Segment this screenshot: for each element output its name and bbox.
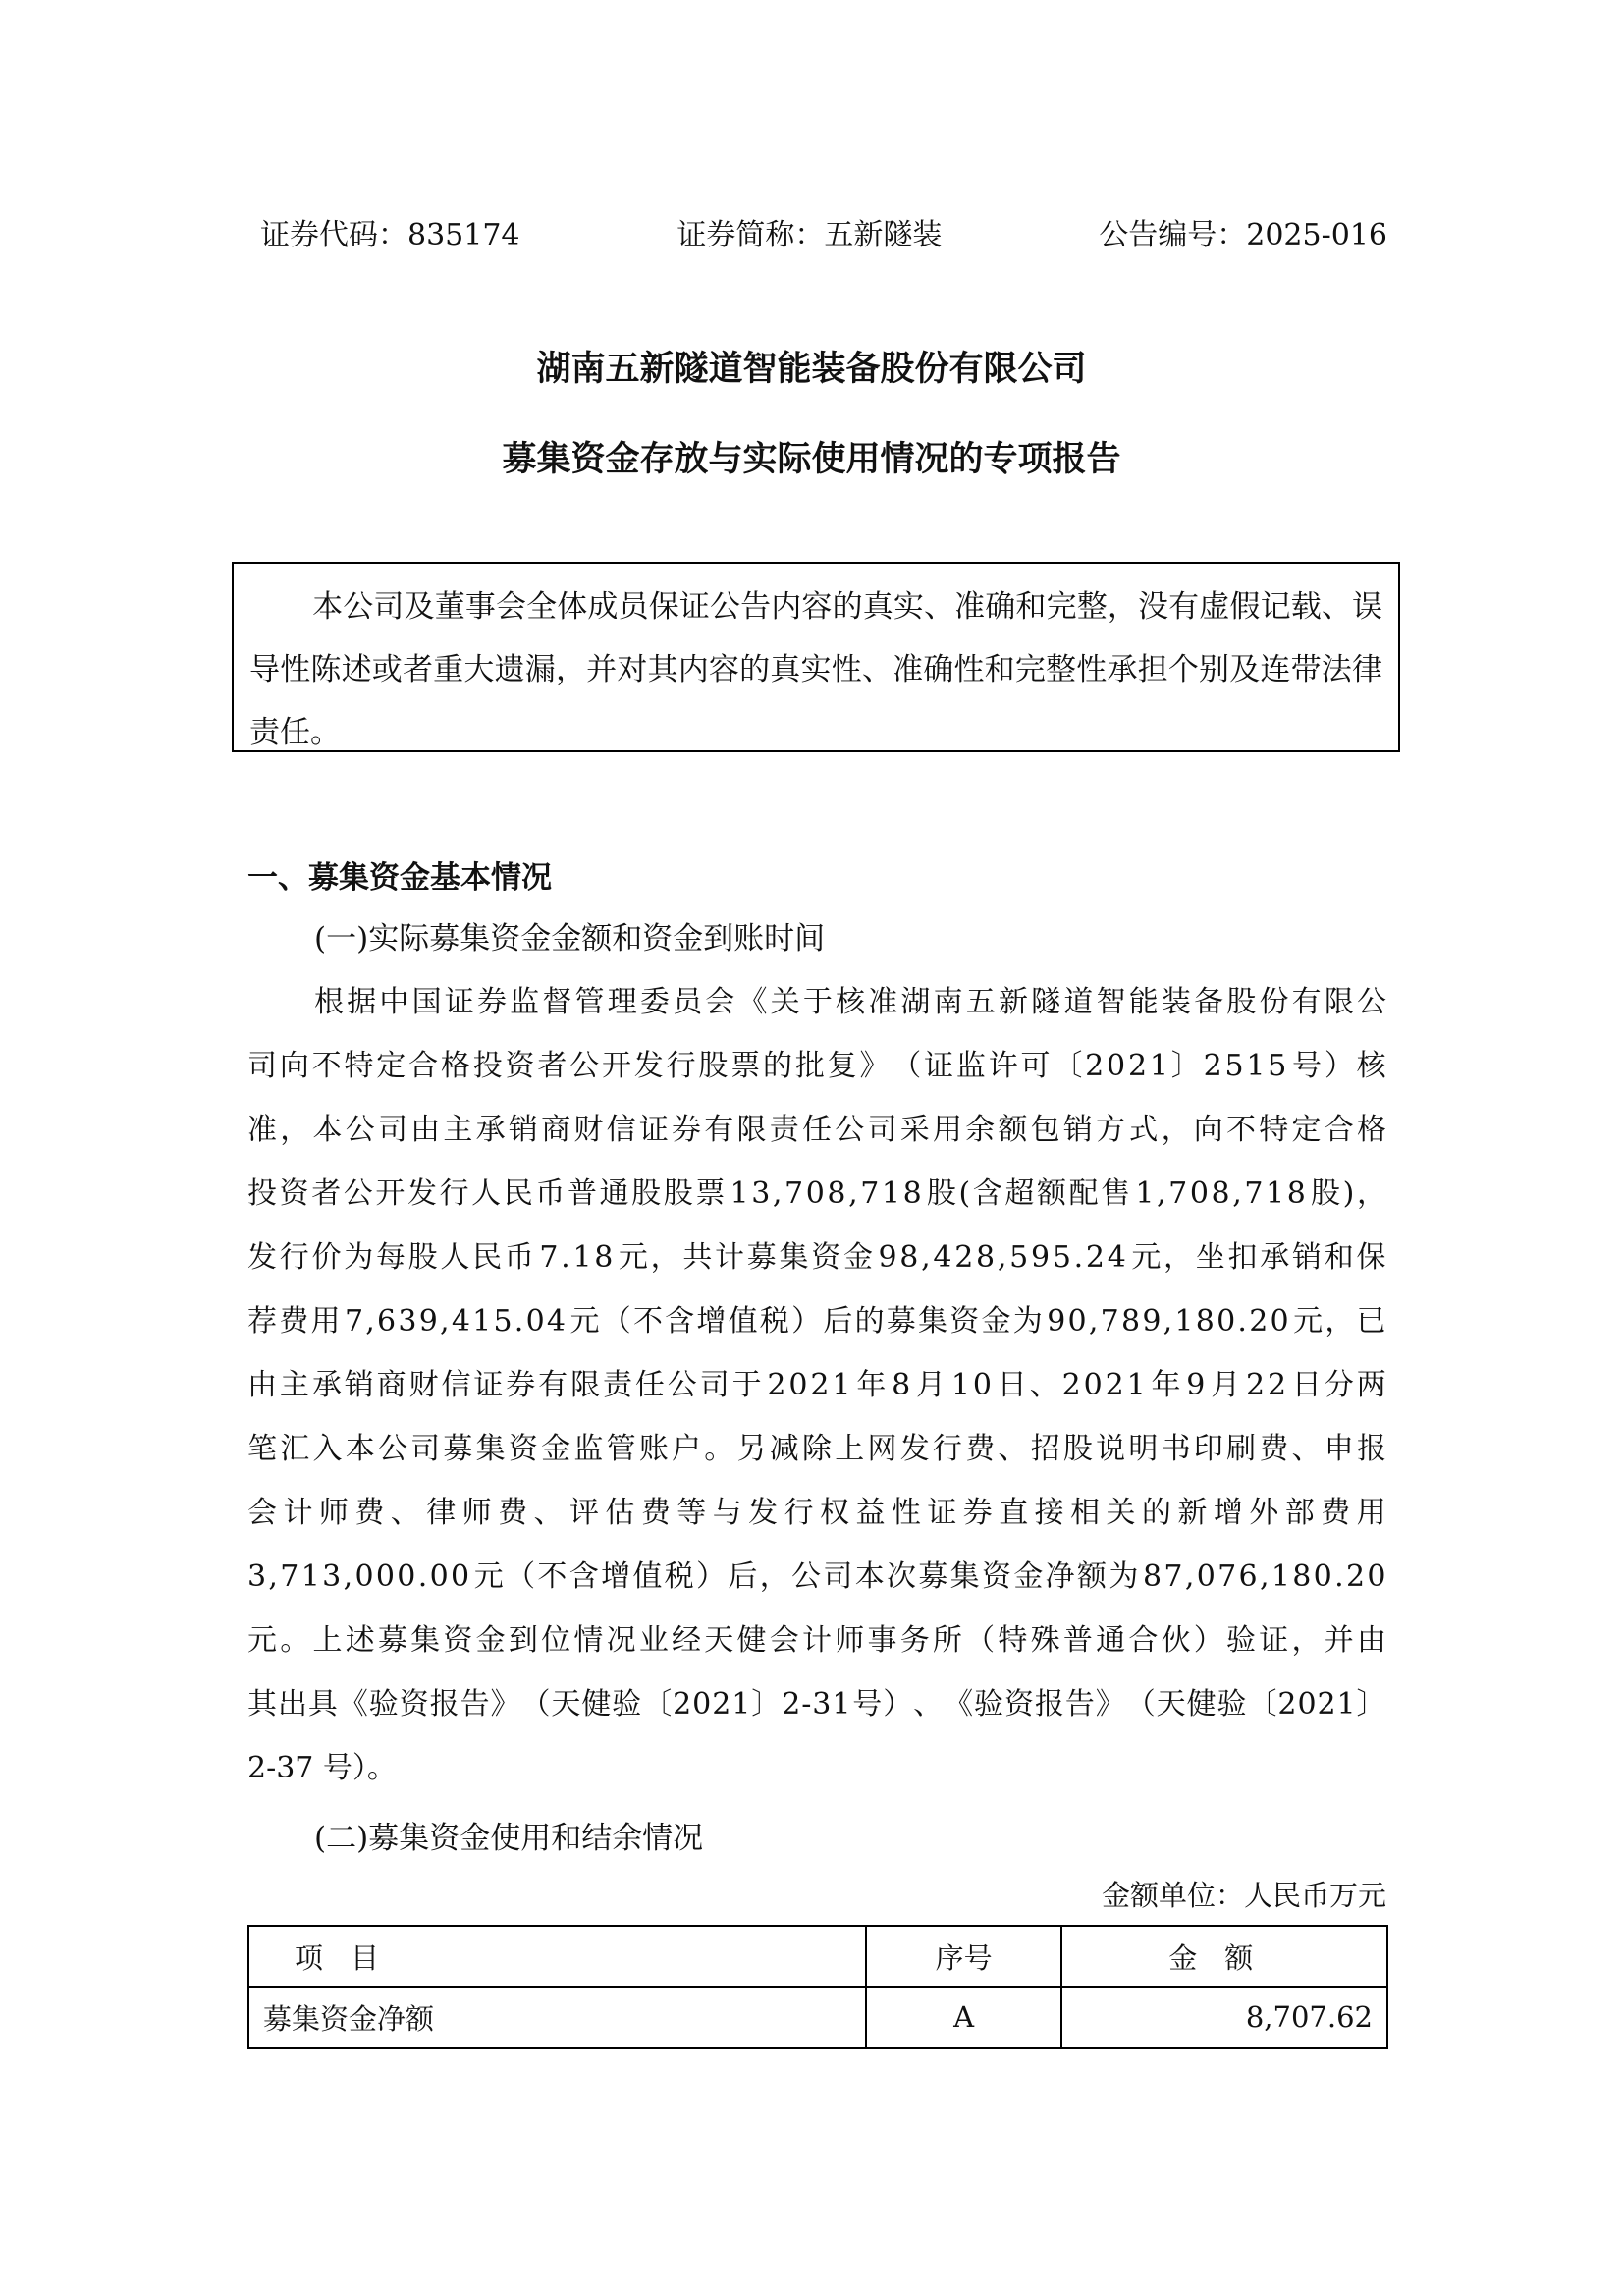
disclaimer-text: 本公司及董事会全体成员保证公告内容的真实、准确和完整，没有虚假记载、误导性陈述或者重大遗漏，并对其内容的真实性、准确性和完整性承担个别及连带法律责任。	[249, 589, 1382, 750]
paragraph-line: 由 主 承 销 商 财 信 证 券 有 限 责 任 公 司 于 2 0 2 1 年 8 月 1 0 日 、 2 0 2 1 年 9 月 2 2 日 分 两	[247, 1368, 1386, 1402]
table-row	[248, 1987, 1387, 2048]
section-heading: 一、募集资金基本情况	[247, 860, 552, 896]
cell-item: 募集资金净额	[248, 1987, 866, 2048]
report-title: 募集资金存放与实际使用情况的专项报告	[502, 440, 1121, 479]
paragraph-line: 会 计 师 费 、 律 师 费 、 评 估 费 等 与 发 行 权 益 性 证 券 直 接 相 关 的 新 增 外 部 费 用	[247, 1496, 1386, 1530]
security-code: 证券代码：835174	[260, 218, 520, 252]
paragraph-line: 其 出 具 《 验 资 报 告 》 （ 天 健 验 〔 2 0 2 1 〕 2 - 3 1 号 ） 、 《 验 资 报 告 》 （ 天 健 验 〔 2 0 2 1 〕	[247, 1687, 1386, 1722]
header-item: 项目	[248, 1926, 866, 1987]
cell-seq: A	[866, 1987, 1062, 2048]
notice-number: 公告编号：2025-016	[1099, 218, 1387, 252]
document-header	[260, 206, 1387, 257]
company-title: 湖南五新隧道智能装备股份有限公司	[536, 350, 1087, 389]
subsection-heading-1: (一)实际募集资金金额和资金到账时间	[314, 921, 826, 957]
paragraph-line: 笔 汇 入 本 公 司 募 集 资 金 监 管 账 户 。 另 减 除 上 网 发 行 费 、 招 股 说 明 书 印 刷 费 、 申 报	[247, 1432, 1386, 1466]
table-header-row	[248, 1926, 1387, 1987]
paragraph-line: 发 行 价 为 每 股 人 民 币 7 . 1 8 元 ， 共 计 募 集 资 金 9 8 , 4 2 8 , 5 9 5 . 2 4 元 ， 坐 扣 承 销 和 保	[247, 1240, 1386, 1275]
security-short-name: 证券简称：五新隧装	[676, 218, 943, 252]
funding-paragraph	[247, 970, 1386, 1800]
paragraph-line: 2-37 号）。	[247, 1751, 397, 1785]
paragraph-line: 根 据 中 国 证 券 监 督 管 理 委 员 会 《 关 于 核 准 湖 南 五 新 隧 道 智 能 装 备 股 份 有 限 公	[314, 985, 1386, 1019]
paragraph-line: 荐 费 用 7 , 6 3 9 , 4 1 5 . 0 4 元 （ 不 含 增 值 税 ） 后 的 募 集 资 金 为 9 0 , 7 8 9 , 1 8 0 . 2 0 元 ， 已	[247, 1304, 1386, 1339]
amount-unit-label: 金额单位：人民币万元	[1101, 1879, 1386, 1912]
paragraph-line: 司 向 不 特 定 合 格 投 资 者 公 开 发 行 股 票 的 批 复 》 （ 证 监 许 可 〔 2 0 2 1 〕 2 5 1 5 号 ） 核	[247, 1049, 1386, 1083]
subsection-heading-2: (二)募集资金使用和结余情况	[314, 1821, 704, 1856]
paragraph-line: 元 。 上 述 募 集 资 金 到 位 情 况 业 经 天 健 会 计 师 事 务 所 （ 特 殊 普 通 合 伙 ） 验 证 ， 并 由	[247, 1623, 1386, 1658]
paragraph-line: 3 , 7 1 3 , 0 0 0 . 0 0 元 （ 不 含 增 值 税 ） 后 ， 公 司 本 次 募 集 资 金 净 额 为 8 7 , 0 7 6 , 1 8 0 . 2 0	[247, 1559, 1386, 1594]
header-amount: 金额	[1061, 1926, 1387, 1987]
cell-amount: 8,707.62	[1061, 1987, 1387, 2048]
header-seq: 序号	[866, 1926, 1062, 1987]
paragraph-line: 投 资 者 公 开 发 行 人 民 币 普 通 股 股 票 1 3 , 7 0 8 , 7 1 8 股 ( 含 超 额 配 售 1 , 7 0 8 , 7 1 8 股 ) ，	[247, 1176, 1386, 1211]
disclaimer-box	[232, 562, 1400, 752]
paragraph-line: 准 ， 本 公 司 由 主 承 销 商 财 信 证 券 有 限 责 任 公 司 采 用 余 额 包 销 方 式 ， 向 不 特 定 合 格	[247, 1113, 1386, 1147]
fund-usage-table	[247, 1925, 1388, 2049]
